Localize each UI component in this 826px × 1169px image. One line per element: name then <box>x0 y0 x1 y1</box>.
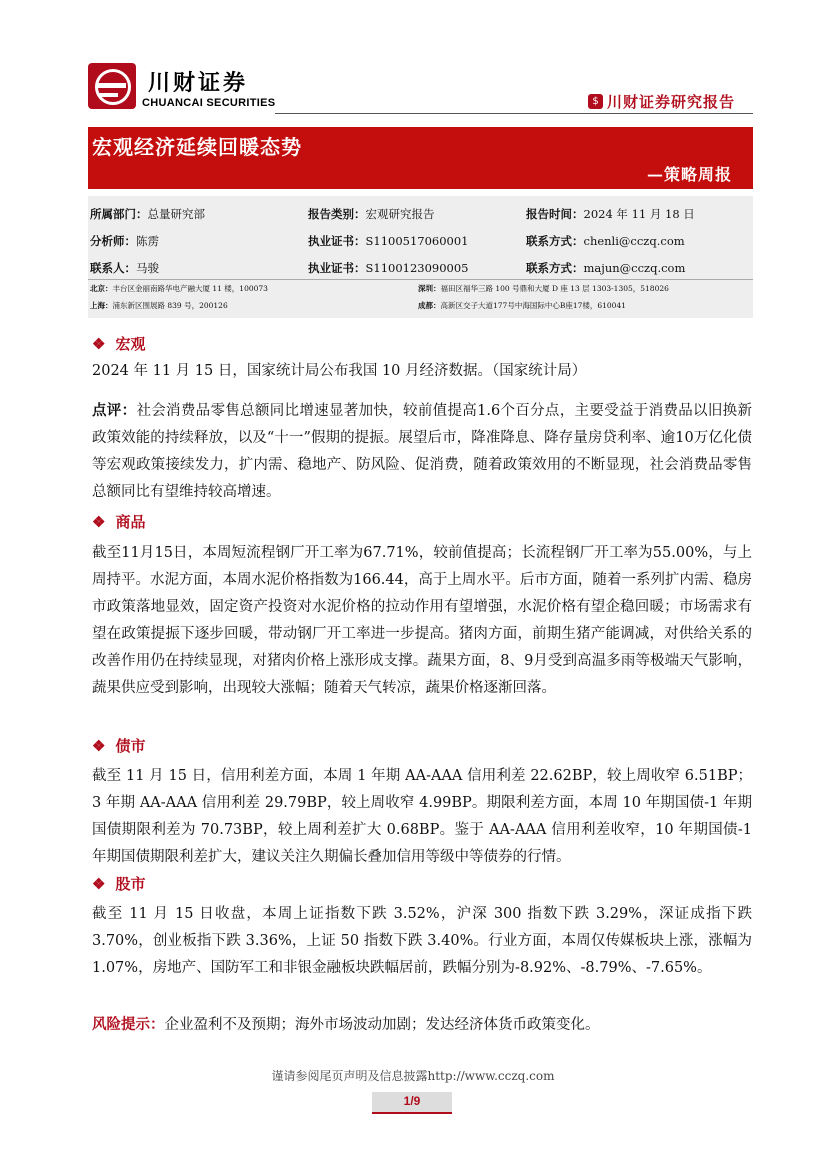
diamond-bullet-icon: ❖ <box>92 875 106 893</box>
company-logo <box>88 63 136 109</box>
info-block <box>88 196 753 318</box>
analyst: 分析师：陈雳 <box>90 234 159 248</box>
company-name-cn: 川财证券 <box>148 71 249 96</box>
section-heading-stocks: ❖ 股市 <box>92 875 146 893</box>
stocks-paragraph: 截至 11 月 15 日收盘，本周上证指数下跌 3.52%，沪深 300 指数下跌 3.29%，深证成指下跌 3.70%，创业板指下跌 3.36%，上证 50 指数下跌 3.40%。行业方面，本周仅传媒板块上涨，涨幅为 1.07%，房地产、国防军工和非银金融板块跌幅居前，跌幅分别为-8.92%、-8.79%、-7.65%。 <box>92 906 752 976</box>
report-series <box>588 89 735 113</box>
contact-certificate: 执业证书：S1100123090005 <box>308 261 469 275</box>
company-name-en: CHUANCAI SECURITIES <box>142 97 276 109</box>
header-divider <box>275 113 753 114</box>
address-beijing: 北京：丰台区金丽南路华电产融大厦 11 楼，100073 <box>90 284 268 293</box>
address-chengdu: 成都：高新区交子大道177号中海国际中心B座17楼，610041 <box>418 301 626 310</box>
diamond-bullet-icon: ❖ <box>92 513 106 531</box>
macro-comment-paragraph: 点评：社会消费品零售总额同比增速显著加快，较前值提高1.6个百分点，主要受益于消费品以旧换新政策效能的持续释放，以及“十一”假期的提振。展望后市，降准降息、降存量房贷利率、逾10万亿化债等宏观政策接续发力，扩内需、稳地产、防风险、促消费，随着政策效用的不断显现，社会消费品零售总额同比有望维持较高增速。 <box>92 402 752 500</box>
risk-label: 风险提示： <box>92 1016 165 1033</box>
address-shanghai: 上海：浦东新区围展路 839 号，200126 <box>90 301 228 310</box>
address-shenzhen: 深圳：福田区福华三路 100 号鼎和大厦 D 座 13 层 1303-1305，518026 <box>418 284 669 293</box>
section-heading-bonds: ❖ 债市 <box>92 737 146 755</box>
report-date: 报告时间：2024 年 11 月 18 日 <box>526 207 695 221</box>
section-heading-macro: ❖ 宏观 <box>92 335 146 353</box>
page-number-underline <box>372 1112 452 1114</box>
analyst-certificate: 执业证书：S1100517060001 <box>308 234 469 248</box>
department: 所属部门：总量研究部 <box>90 207 205 221</box>
page-number: 1/9 <box>403 1094 421 1108</box>
info-divider <box>88 279 753 280</box>
contact-email: 联系方式：majun@cczq.com <box>526 261 686 275</box>
commodities-paragraph: 截至11月15日，本周短流程钢厂开工率为67.71%，较前值提高；长流程钢厂开工率为55.00%，与上周持平。水泥方面，本周水泥价格指数为166.44，高于上周水平。后市方面，随着一系列扩内需、稳房市政策落地显效，固定资产投资对水泥价格的拉动作用有望增强，水泥价格有望企稳回暖；市场需求有望在政策提振下逐步回暖，带动钢厂开工率进一步提高。猪肉方面，前期生猪产能调减，对供给关系的改善作用仍在持续显现，对猪肉价格上涨形成支撑。蔬果方面，8、9月受到高温多雨等极端天气影响，蔬果供应受到影响，出现较大涨幅；随着天气转凉，蔬果价格逐渐回落。 <box>92 545 752 696</box>
section-heading-commodities: ❖ 商品 <box>92 513 146 531</box>
analyst-contact: 联系方式：chenli@cczq.com <box>526 234 685 248</box>
macro-news-paragraph: 2024 年 11 月 15 日，国家统计局公布我国 10 月经济数据。（国家统计局） <box>92 363 587 379</box>
bonds-paragraph: 截至 11 月 15 日，信用利差方面，本周 1 年期 AA-AAA 信用利差 22.62BP，较上周收窄 6.51BP；3 年期 AA-AAA 信用利差 29.79BP，较上周收窄 4.99BP。期限利差方面，本周 10 年期国债-1 年期国债期限利差为 70.73BP，较上周利差扩大 0.68BP。鉴于 AA-AAA 信用利差收窄，10 年期国债-1 年期国债期限利差扩大，建议关注久期偏长叠加信用等级中等债券的行情。 <box>92 768 752 865</box>
series-logo-icon: $ <box>588 94 603 109</box>
report-subtitle: —策略周报 <box>647 165 733 184</box>
footer-disclaimer: 谨请参阅尾页声明及信息披露http://www.cczq.com <box>271 1069 555 1083</box>
diamond-bullet-icon: ❖ <box>92 737 106 755</box>
diamond-bullet-icon: ❖ <box>92 335 106 353</box>
contact-person: 联系人：马骏 <box>90 261 159 275</box>
series-name: 川财证券研究报告 <box>607 92 736 111</box>
risk-warning: 风险提示：企业盈利不及预期；海外市场波动加剧；发达经济体货币政策变化。 <box>92 1016 600 1033</box>
report-type: 报告类别：宏观研究报告 <box>308 207 435 221</box>
report-title: 宏观经济延续回暖态势 <box>92 135 302 159</box>
